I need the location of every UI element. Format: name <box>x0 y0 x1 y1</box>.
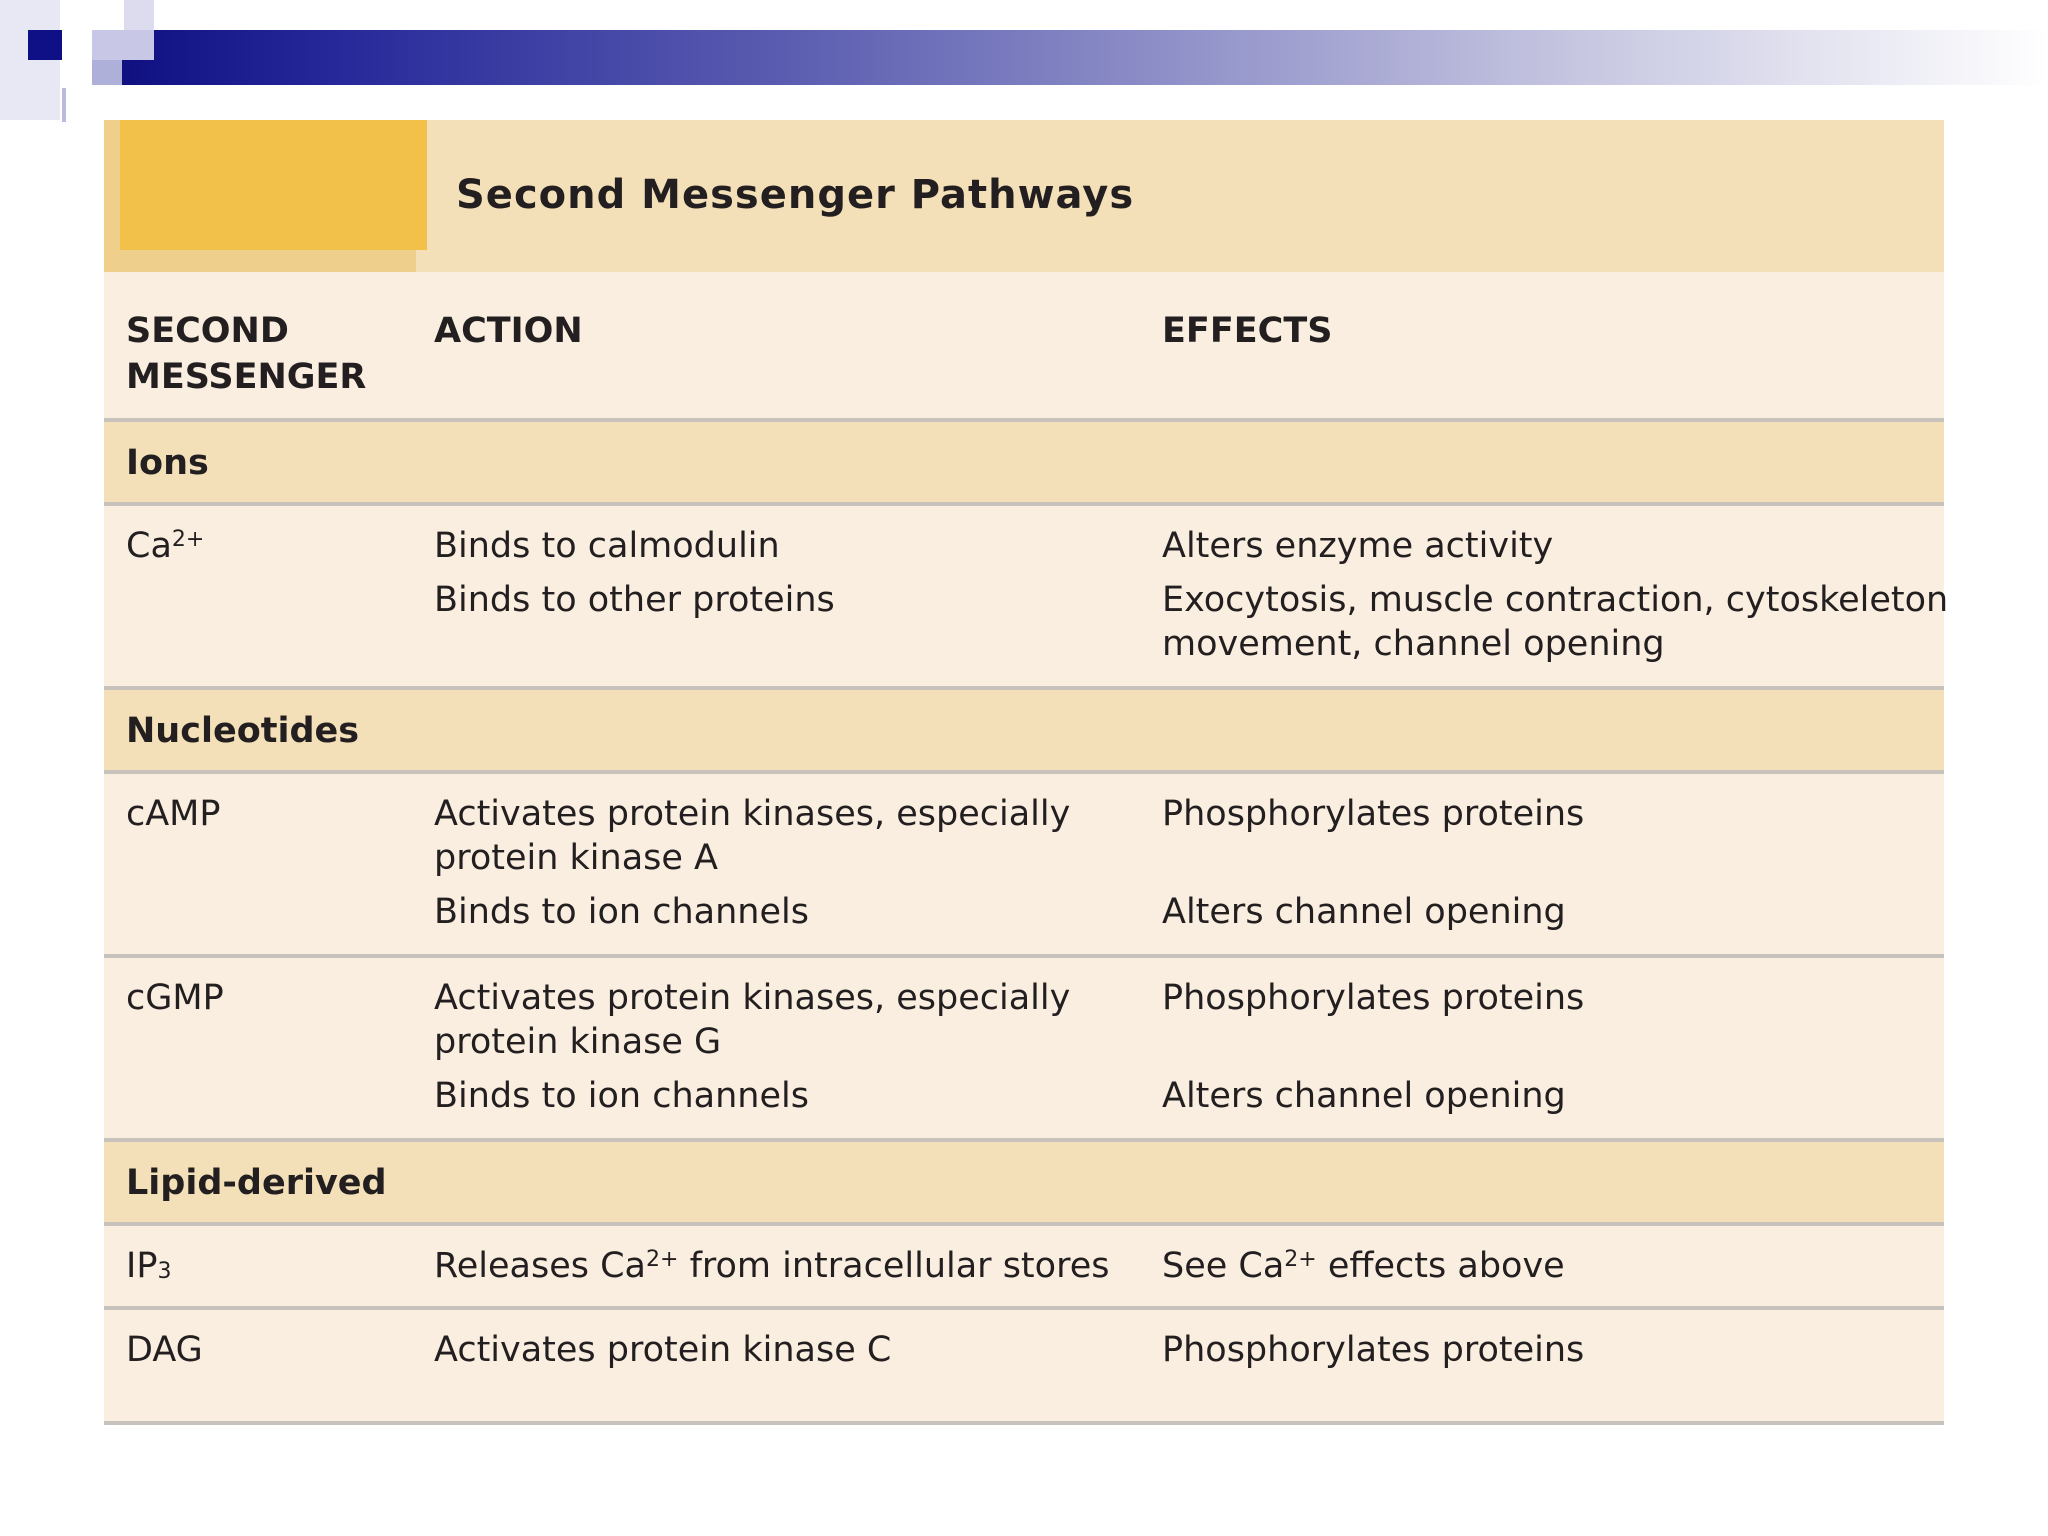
messenger-name: IP <box>126 1246 158 1286</box>
action-cell: Binds to ion channels <box>434 1076 809 1116</box>
action-cell: Binds to calmodulin <box>434 526 780 566</box>
action-cell: Activates protein kinases, especially <box>434 794 1071 834</box>
header-text: MESSENGER <box>126 357 367 397</box>
action-text: from intracellular stores <box>678 1246 1110 1286</box>
action-text: Releases Ca <box>434 1246 646 1286</box>
header-effects: EFFECTS <box>1162 311 1333 351</box>
header-second-messenger <box>126 308 366 400</box>
group-row-ions <box>104 422 1944 502</box>
decor-square <box>124 0 154 30</box>
group-label: Nucleotides <box>126 711 360 751</box>
row-divider <box>104 954 1944 958</box>
effect-cell: Phosphorylates proteins <box>1162 794 1585 834</box>
action-cell: protein kinase A <box>434 838 718 878</box>
row-divider <box>104 1222 1944 1226</box>
effect-cell: Alters channel opening <box>1162 1076 1566 1116</box>
group-label: Lipid-derived <box>126 1163 387 1203</box>
group-label: Ions <box>126 443 209 483</box>
row-divider <box>104 770 1944 774</box>
effect-text: See Ca <box>1162 1246 1285 1286</box>
header-action: ACTION <box>434 311 583 351</box>
effect-cell: Phosphorylates proteins <box>1162 1330 1585 1370</box>
messenger-camp: cAMP <box>126 794 221 834</box>
decor-square <box>0 0 60 120</box>
messenger-dag: DAG <box>126 1330 203 1370</box>
effect-cell: Alters channel opening <box>1162 892 1566 932</box>
effect-cell: movement, channel opening <box>1162 624 1665 664</box>
messenger-name: Ca <box>126 526 172 566</box>
effect-cell: Exocytosis, muscle contraction, cytoskeleton <box>1162 580 1949 620</box>
header-gradient-band <box>100 30 2048 85</box>
title-bar <box>104 120 1944 272</box>
table-panel <box>104 120 1949 1425</box>
decor-square <box>92 60 122 85</box>
action-cell: Binds to ion channels <box>434 892 809 932</box>
action-cell <box>434 1244 1109 1288</box>
superscript: 2+ <box>1284 1247 1317 1272</box>
messenger-ip3 <box>126 1244 171 1288</box>
effect-cell <box>1162 1244 1565 1288</box>
title-accent <box>120 120 427 250</box>
messenger-cgmp: cGMP <box>126 978 224 1018</box>
action-cell: Binds to other proteins <box>434 580 835 620</box>
action-cell: protein kinase G <box>434 1022 722 1062</box>
action-cell: Activates protein kinase C <box>434 1330 892 1370</box>
row-divider <box>104 1306 1944 1310</box>
superscript: 2+ <box>646 1247 679 1272</box>
row-divider <box>104 1421 1944 1425</box>
subscript: 3 <box>157 1259 172 1284</box>
table-title: Second Messenger Pathways <box>456 172 1135 218</box>
decor-square <box>28 30 62 60</box>
group-row-lipid <box>104 1142 1944 1222</box>
row-divider <box>104 502 1944 506</box>
group-row-nucleotides <box>104 690 1944 770</box>
effect-cell: Phosphorylates proteins <box>1162 978 1585 1018</box>
decor-square <box>92 30 154 60</box>
action-cell: Activates protein kinases, especially <box>434 978 1071 1018</box>
header-text: SECOND <box>126 311 289 351</box>
effect-cell: Alters enzyme activity <box>1162 526 1554 566</box>
effect-text: effects above <box>1316 1246 1565 1286</box>
messenger-ca <box>126 524 204 568</box>
superscript: 2+ <box>171 527 205 552</box>
decor-line <box>62 88 66 122</box>
